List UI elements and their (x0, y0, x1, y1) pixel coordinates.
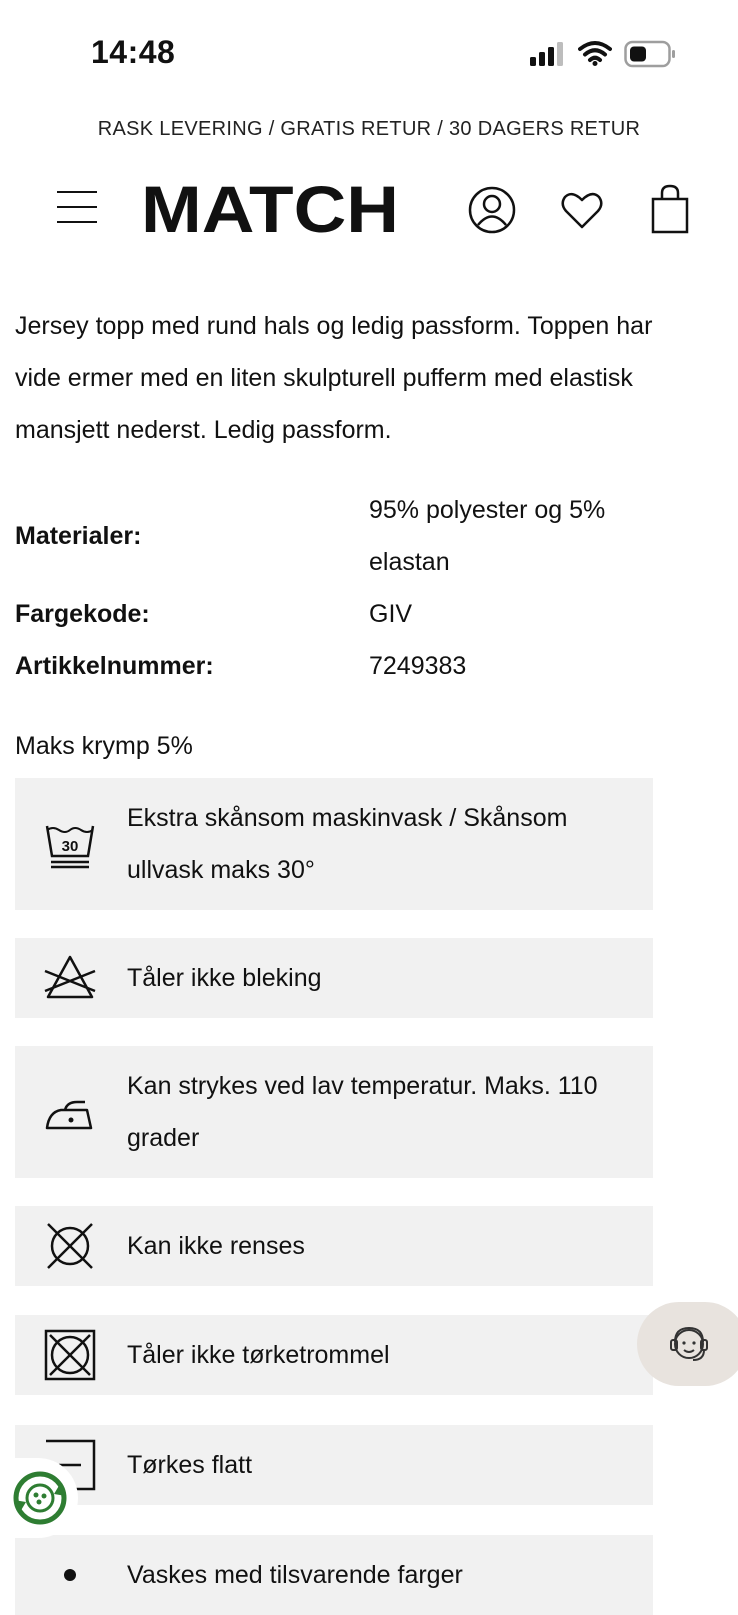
care-text: Tørkes flatt (127, 1451, 253, 1479)
account-icon[interactable] (468, 186, 516, 234)
wifi-icon (578, 40, 612, 66)
care-text: Kan strykes ved lav temperatur. Maks. 110 grader (127, 1072, 598, 1152)
spec-row-color-code (15, 588, 715, 640)
spec-value: 7249383 (369, 652, 467, 680)
care-item-iron (15, 1046, 653, 1178)
no-bleach-icon (43, 951, 97, 1005)
care-item-wash-colors (15, 1535, 653, 1615)
bag-icon[interactable] (650, 184, 690, 234)
no-dry-clean-icon (43, 1219, 97, 1273)
customer-service-icon (667, 1322, 711, 1366)
spec-value: GIV (369, 600, 413, 628)
spec-label: Artikkelnummer: (15, 652, 214, 680)
product-description: Jersey topp med rund hals og ledig passform. Toppen har vide ermer med en liten skulpturell pufferm med elastisk mansjett nederst. Ledig passform. (15, 312, 653, 444)
product-specs (15, 484, 715, 692)
care-item-tumble-dry (15, 1315, 653, 1395)
no-tumble-dry-icon (43, 1328, 97, 1382)
care-text: Vaskes med tilsvarende farger (127, 1561, 463, 1589)
bullet-icon (43, 1548, 97, 1602)
care-item-wash (15, 778, 653, 910)
care-text: Tåler ikke tørketrommel (127, 1341, 390, 1369)
spec-label: Fargekode: (15, 600, 150, 628)
eco-badge-button[interactable] (0, 1458, 78, 1538)
match-logo[interactable] (139, 182, 401, 238)
wash-30-icon (43, 818, 97, 872)
site-header (0, 170, 738, 260)
promo-banner: RASK LEVERING / GRATIS RETUR / 30 DAGERS RETUR (97, 118, 641, 140)
cellular-signal-icon (528, 42, 568, 66)
care-text: Ekstra skånsom maskinvask / Skånsom ullvask maks 30° (127, 804, 568, 884)
spec-value: 95% polyester og 5% elastan (369, 496, 606, 576)
heart-icon[interactable] (560, 188, 604, 232)
care-item-bleach (15, 938, 653, 1018)
customer-service-button[interactable] (637, 1302, 738, 1386)
status-bar (0, 0, 738, 100)
care-item-dry-flat (15, 1425, 653, 1505)
max-shrink-text: Maks krymp 5% (15, 732, 193, 760)
care-text: Tåler ikke bleking (127, 964, 322, 992)
status-time: 14:48 (91, 34, 176, 70)
spec-label: Materialer: (15, 522, 142, 550)
menu-icon[interactable] (56, 190, 98, 224)
spec-row-article-number (15, 640, 715, 692)
wash-temperature: 30 (61, 838, 79, 855)
care-item-dry-clean (15, 1206, 653, 1286)
logo-text: MATCH (141, 182, 399, 238)
recycle-badge-icon (12, 1470, 68, 1526)
spec-row-materials (15, 484, 715, 588)
care-text: Kan ikke renses (127, 1232, 305, 1260)
battery-icon (624, 40, 676, 68)
iron-low-icon (43, 1086, 97, 1140)
